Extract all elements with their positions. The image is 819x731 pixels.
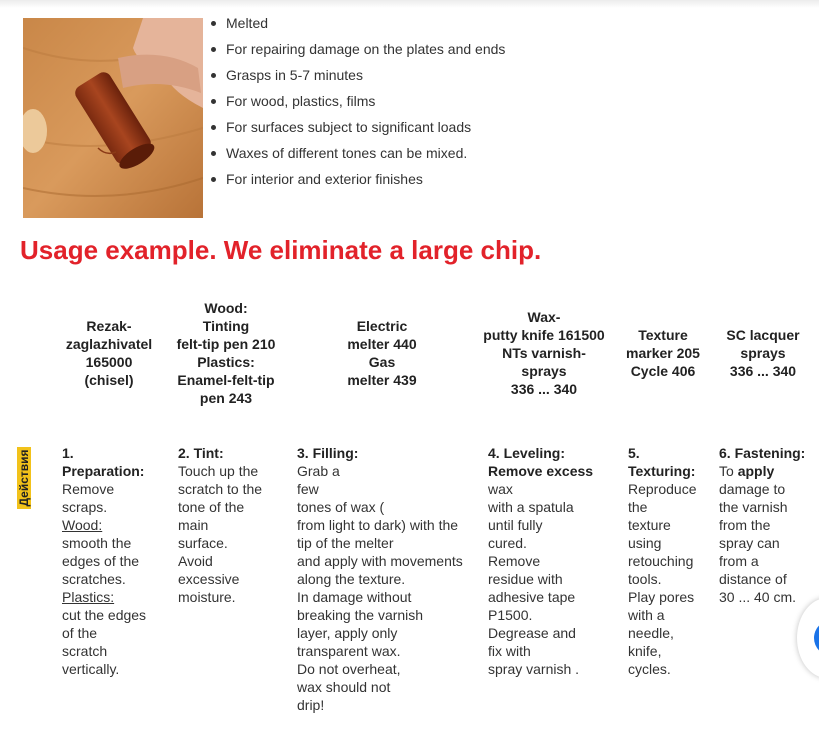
actions-tab (17, 447, 31, 509)
step-tint (178, 444, 290, 606)
feature-item: For repairing damage on the plates and ends (208, 39, 505, 65)
feature-item: Waxes of different tones can be mixed. (208, 143, 505, 169)
step-leveling (488, 444, 618, 678)
step-fastening (719, 444, 815, 606)
actions-tab-label: Действия (17, 449, 31, 507)
tool-chisel: Rezak- zaglazhivatel 165000 (chisel) (65, 318, 153, 388)
step-title: 6. Fastening: (719, 445, 806, 461)
step-text: cut the edges of the scratch vertically. (62, 607, 147, 677)
usage-heading: Usage example. We eliminate a large chip. (20, 235, 542, 265)
step-text: Reproduce the texture using retouching tools. Play pores with a needle, knife, cycles. (628, 481, 697, 677)
feature-list (208, 13, 505, 195)
chat-icon (814, 620, 819, 656)
step-text: damage to the varnish from the spray can from a distance of 30 ... 40 cm. (719, 481, 797, 605)
feature-item: For surfaces subject to significant loads (208, 117, 505, 143)
floating-action-button[interactable] (797, 598, 819, 678)
feature-item: Melted (208, 13, 505, 39)
wood-label: Wood: (62, 517, 103, 533)
feature-item: For wood, plastics, films (208, 91, 505, 117)
step-text: wax with a spatula until fully cured. Remove residue with adhesive tape P1500. Degrease and fix with spray varnish . (488, 481, 580, 677)
tool-lacquer-sprays: SC lacquer sprays 336 ... 340 (726, 327, 800, 379)
plastics-label: Plastics: (62, 589, 115, 605)
wax-stick-on-wood-image (23, 18, 203, 218)
feature-item: For interior and exterior finishes (208, 169, 505, 195)
step-text: Grab a few tones of wax ( from light to dark) with the tip of the melter and apply with movements along the texture. In damage without breaking the varnish layer, apply only transparent wax. Do not overheat, wax should not drip! (297, 463, 463, 713)
product-photo (23, 18, 203, 218)
step-title: 5. Texturing: (628, 445, 696, 479)
step-texturing (628, 444, 714, 678)
top-shadow (0, 0, 819, 8)
step-text: Remove scraps. (62, 481, 115, 515)
step-preparation (62, 444, 172, 678)
tool-texture-marker: Texture marker 205 Cycle 406 (626, 327, 700, 379)
apply-word: apply (737, 463, 775, 479)
step-title: 1. Preparation: (62, 445, 145, 479)
step-text: Touch up the scratch to the tone of the main surface. Avoid excessive moisture. (178, 463, 263, 605)
step-title: 3. Filling: (297, 445, 359, 461)
step-title: 2. Tint: (178, 445, 224, 461)
feature-item: Grasps in 5-7 minutes (208, 65, 505, 91)
step-filling (297, 444, 477, 714)
tool-melters: Electric melter 440 Gas melter 439 (347, 318, 417, 388)
step-text: smooth the edges of the scratches. (62, 535, 140, 587)
tool-putty-knife-sprays: Wax- putty knife 161500 NTs varnish- sprays 336 ... 340 (483, 309, 605, 397)
tool-felt-tip-pens: Wood: Tinting felt-tip pen 210 Plastics: Enamel-felt-tip pen 243 (176, 300, 276, 406)
step-title: 4. Leveling: Remove excess (488, 445, 594, 479)
step-text: To (719, 463, 734, 479)
